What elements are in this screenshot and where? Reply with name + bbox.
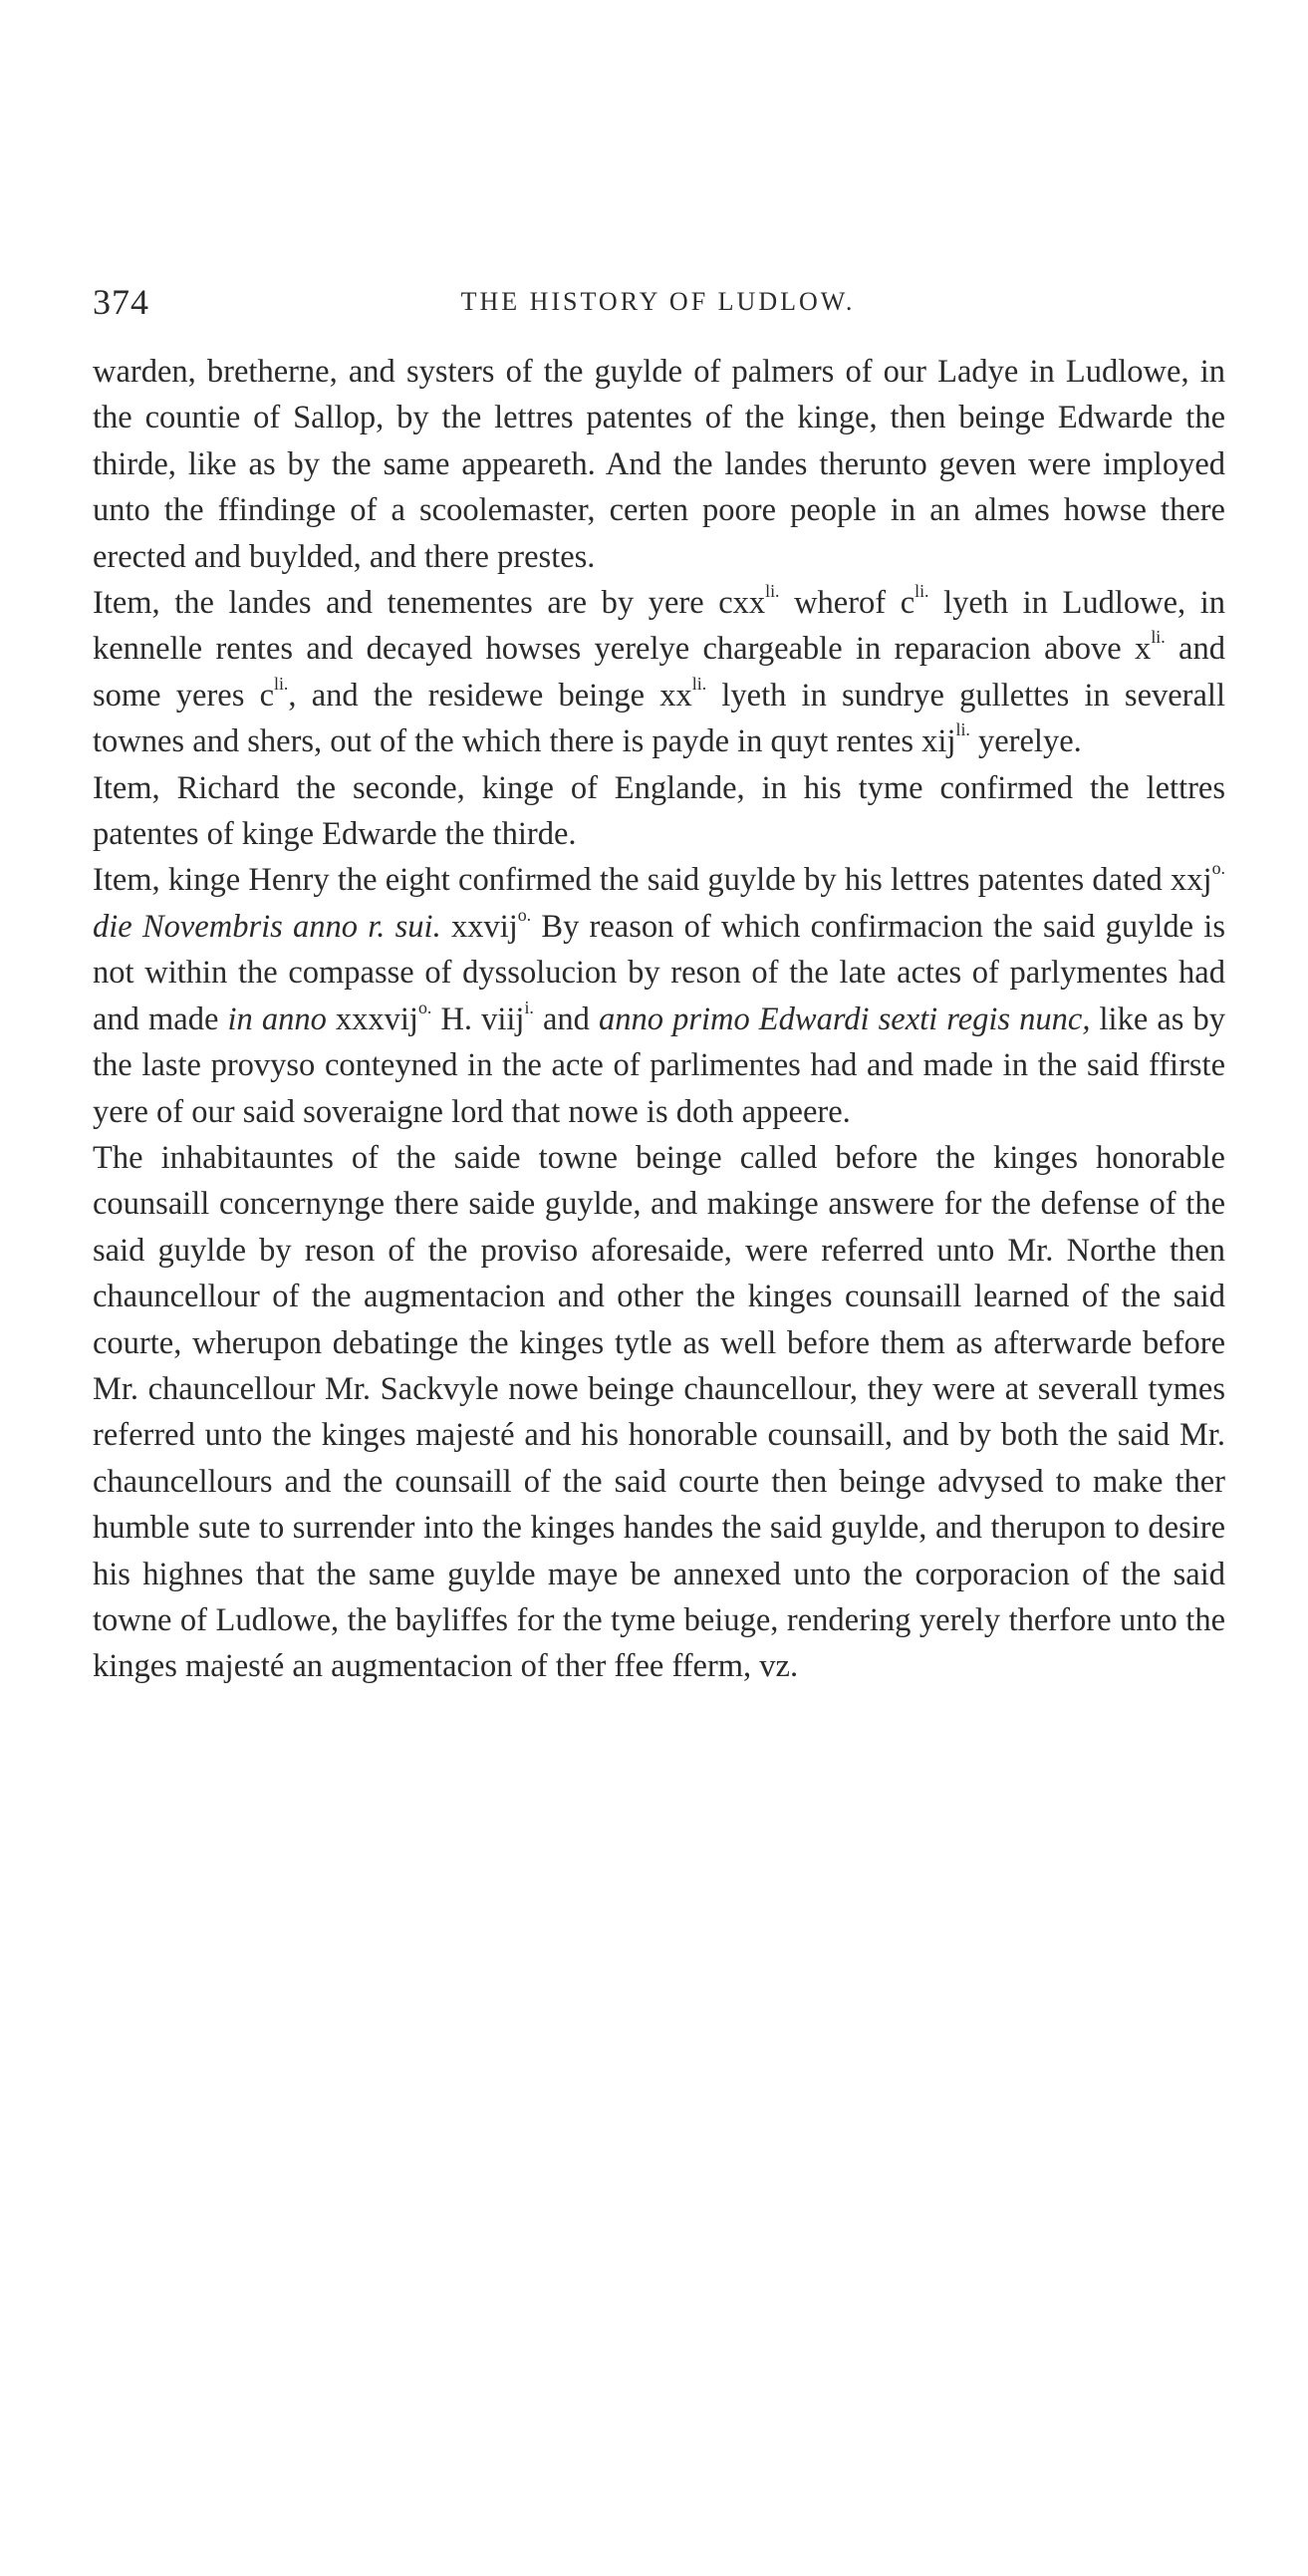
italic-latin: in anno bbox=[227, 1001, 327, 1037]
superscript-abbrev: li. bbox=[691, 673, 707, 694]
running-head bbox=[93, 281, 1223, 321]
paragraph bbox=[93, 765, 1225, 858]
text-run: Item, kinge Henry the eight confirmed the said guylde by his lettres patentes dated xxj bbox=[93, 862, 1212, 899]
text-run: , and the residewe beinge xx bbox=[288, 677, 692, 714]
superscript-abbrev: li. bbox=[274, 673, 289, 694]
paragraph bbox=[93, 349, 1225, 580]
superscript-abbrev: li. bbox=[765, 580, 780, 601]
text-run: warden, bretherne, and systers of the guylde of palmers of our Ladye in Ludlowe, in the countie of Sallop, by the lettres patentes of the kinge, then beinge Edwarde the thirde, like as by the same appeareth. And the landes therunto geven were imployed unto the ffindinge of a scoolemaster, certen poore people in an almes howse there erected and buylded, and there prestes. bbox=[93, 354, 1225, 575]
superscript-abbrev: li. bbox=[915, 580, 929, 601]
text-run: lyeth in Ludlowe, in kennelle rentes and decayed howses yerelye chargeable in reparacion above x bbox=[93, 585, 1225, 668]
text-run: H. viij bbox=[431, 1001, 525, 1037]
text-run: wherof c bbox=[779, 585, 916, 622]
text-run: The inhabitauntes of the saide towne beinge called before the kinges honorable counsaill concernynge there saide guylde, and makinge answere for the defense of the said guylde by reson of the proviso aforesaide, were referred unto Mr. Northe then chauncellour of the augmentacion and other the kinges counsaill learned of the said courte, wherupon debatinge the kinges tytle as well before them as afterwarde before Mr. chauncellour Mr. Sackvyle nowe beinge chauncellour, they were at severall tymes referred unto the kinges majesté and his honorable counsaill, and by both the said Mr. chauncellours and the counsaill of the said courte then beinge advysed to make ther humble sute to surrender into the kinges handes the said guylde, and therupon to desire his highnes that the same guylde maye be annexed unto the corporacion of the said towne of Ludlowe, the bayliffes for the tyme beiuge, rendering yerely therfore unto the kinges majesté an augmentacion of ther ffee fferm, vz. bbox=[93, 1139, 1225, 1685]
text-run: Item, the landes and tenementes are by yere cxx bbox=[93, 585, 766, 622]
text-run: xxxvij bbox=[326, 1001, 418, 1037]
italic-latin: die Novembris anno r. sui. bbox=[93, 908, 441, 945]
text-run: yerelye. bbox=[969, 723, 1082, 760]
running-title: THE HISTORY OF LUDLOW. bbox=[460, 287, 856, 316]
text-run: and bbox=[533, 1001, 599, 1037]
paragraph bbox=[93, 857, 1225, 1134]
text-run: like as by the laste provyso conteyned in the acte of parlimentes had and made in the said ffirste yere of our said soveraigne lord that nowe is doth appeere. bbox=[93, 1001, 1225, 1130]
text-run: lyeth in sundrye gullettes in severall townes and shers, out of the which there is payde in quyt rentes xij bbox=[93, 677, 1225, 760]
text-run: xxvij bbox=[440, 908, 518, 945]
superscript-abbrev: li. bbox=[955, 719, 970, 740]
superscript-abbrev: i. bbox=[524, 997, 534, 1017]
paragraph bbox=[93, 1135, 1225, 1690]
superscript-abbrev: li. bbox=[1151, 627, 1166, 648]
italic-latin: anno primo Edwardi sexti regis nunc, bbox=[599, 1001, 1091, 1037]
paragraph bbox=[93, 580, 1225, 765]
text-run: Item, Richard the seconde, kinge of Englande, in his tyme confirmed the lettres patentes of kinge Edwarde the thirde. bbox=[93, 769, 1225, 853]
text-run: and some yeres c bbox=[93, 631, 1225, 714]
body-text bbox=[93, 349, 1225, 1690]
superscript-abbrev: o. bbox=[517, 904, 532, 925]
superscript-abbrev: o. bbox=[417, 997, 432, 1017]
superscript-abbrev: o. bbox=[1211, 858, 1225, 879]
text-run: By reason of which confirmacion the said guylde is not within the compasse of dyssolucion by reson of the late actes of parlymentes had and made bbox=[93, 908, 1225, 1037]
page-number: 374 bbox=[93, 282, 149, 322]
